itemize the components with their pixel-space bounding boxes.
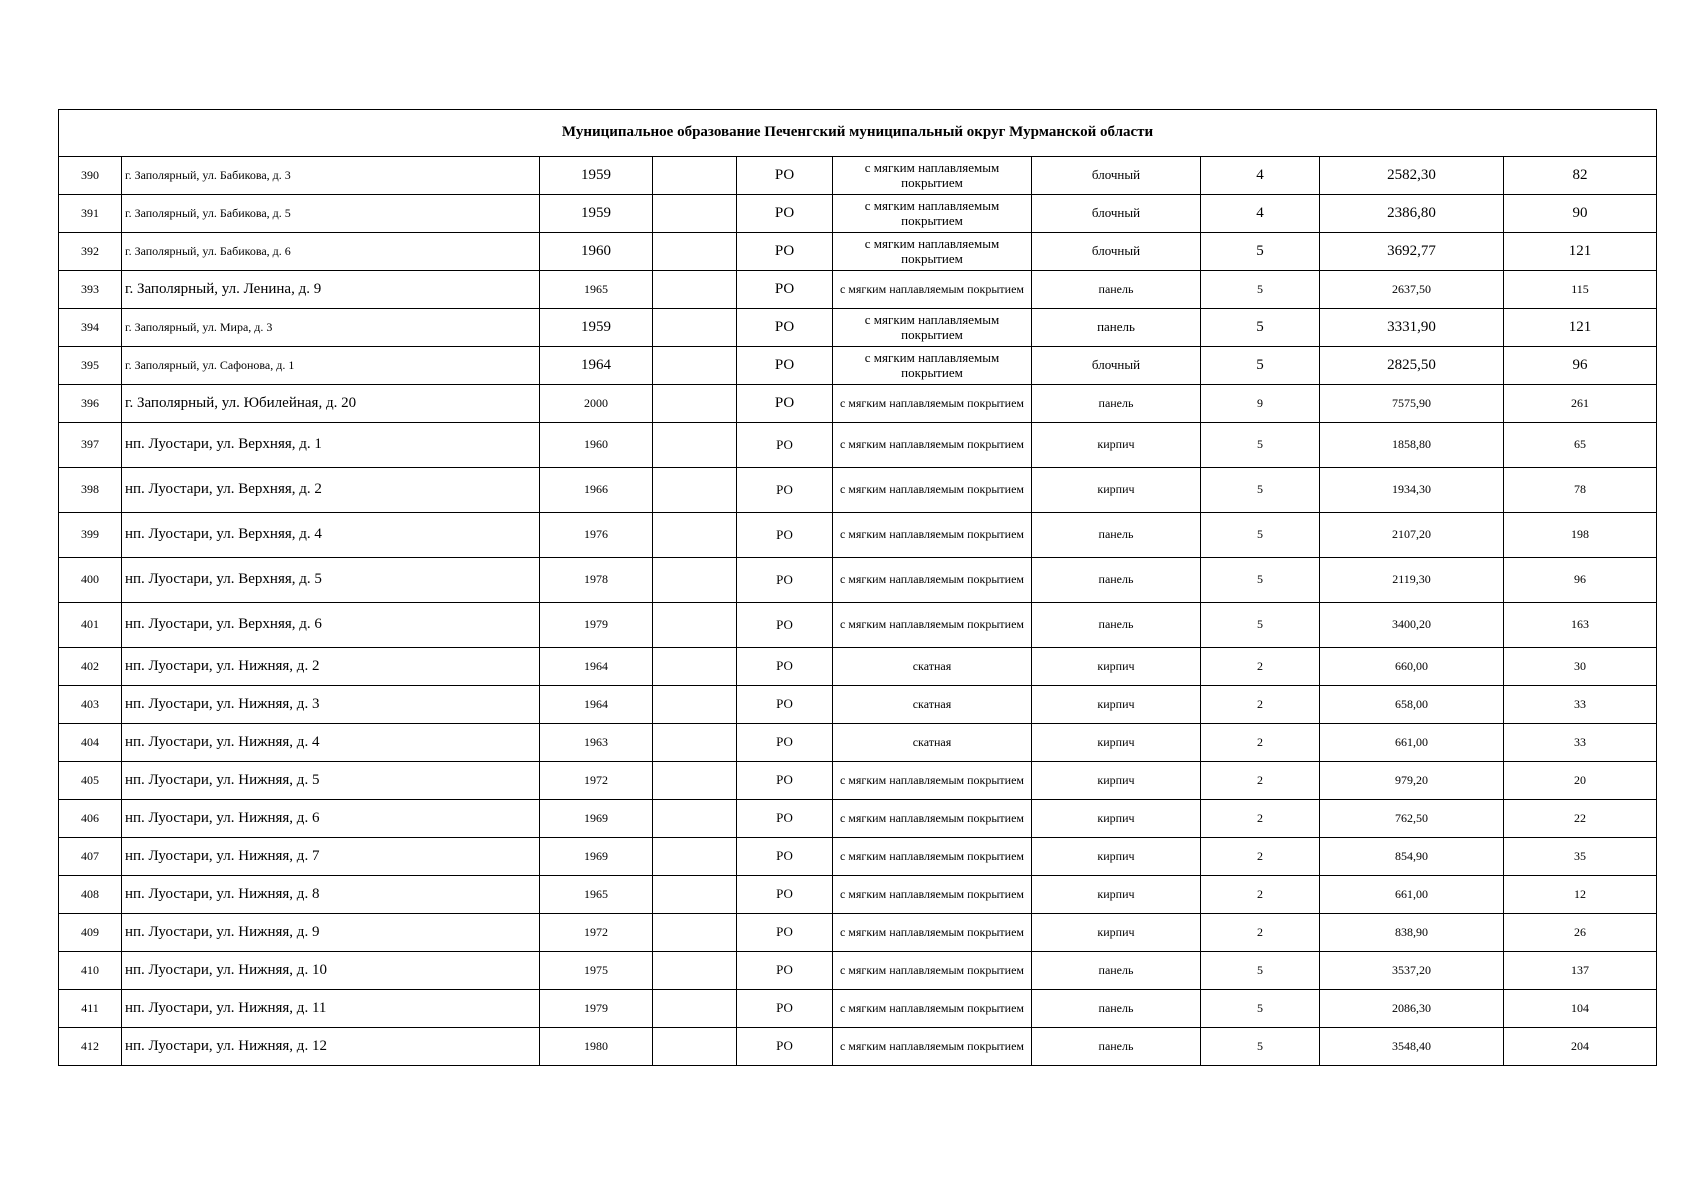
area-cell: 3692,77: [1320, 233, 1504, 271]
year-cell: 1979: [540, 603, 653, 648]
roof-type-cell: с мягким наплавляемым покрытием: [833, 423, 1032, 468]
row-number-cell: 406: [59, 800, 122, 838]
empty-cell: [653, 800, 737, 838]
address-cell: г. Заполярный, ул. Бабикова, д. 5: [122, 195, 540, 233]
floors-cell: 2: [1201, 876, 1320, 914]
wall-material-cell: кирпич: [1032, 686, 1201, 724]
floors-cell: 5: [1201, 513, 1320, 558]
wall-material-cell: панель: [1032, 385, 1201, 423]
row-number-cell: 393: [59, 271, 122, 309]
row-number-cell: 398: [59, 468, 122, 513]
area-cell: 2086,30: [1320, 990, 1504, 1028]
roof-type-cell: с мягким наплавляемым покрытием: [833, 800, 1032, 838]
fund-type-cell: РО: [737, 952, 833, 990]
wall-material-cell: панель: [1032, 990, 1201, 1028]
empty-cell: [653, 724, 737, 762]
residents-cell: 121: [1504, 233, 1657, 271]
roof-type-cell: с мягким наплавляемым покрытием: [833, 309, 1032, 347]
empty-cell: [653, 423, 737, 468]
fund-type-cell: РО: [737, 195, 833, 233]
residents-cell: 163: [1504, 603, 1657, 648]
residents-cell: 96: [1504, 347, 1657, 385]
row-number-cell: 408: [59, 876, 122, 914]
roof-type-cell: с мягким наплавляемым покрытием: [833, 195, 1032, 233]
roof-type-cell: с мягким наплавляемым покрытием: [833, 952, 1032, 990]
address-cell: нп. Луостари, ул. Верхняя, д. 1: [122, 423, 540, 468]
table-row: [59, 157, 1657, 195]
table-row: [59, 838, 1657, 876]
fund-type-cell: РО: [737, 838, 833, 876]
roof-type-cell: с мягким наплавляемым покрытием: [833, 468, 1032, 513]
residents-cell: 90: [1504, 195, 1657, 233]
residents-cell: 30: [1504, 648, 1657, 686]
residents-cell: 121: [1504, 309, 1657, 347]
empty-cell: [653, 952, 737, 990]
floors-cell: 2: [1201, 800, 1320, 838]
table-row: [59, 762, 1657, 800]
area-cell: 658,00: [1320, 686, 1504, 724]
roof-type-cell: с мягким наплавляемым покрытием: [833, 558, 1032, 603]
floors-cell: 5: [1201, 990, 1320, 1028]
area-cell: 2637,50: [1320, 271, 1504, 309]
fund-type-cell: РО: [737, 271, 833, 309]
year-cell: 1964: [540, 347, 653, 385]
table-row: [59, 603, 1657, 648]
area-cell: 979,20: [1320, 762, 1504, 800]
address-cell: нп. Луостари, ул. Нижняя, д. 4: [122, 724, 540, 762]
area-cell: 2386,80: [1320, 195, 1504, 233]
table-row: [59, 385, 1657, 423]
fund-type-cell: РО: [737, 157, 833, 195]
address-cell: нп. Луостари, ул. Нижняя, д. 12: [122, 1028, 540, 1066]
table-row: [59, 513, 1657, 558]
floors-cell: 5: [1201, 271, 1320, 309]
wall-material-cell: кирпич: [1032, 838, 1201, 876]
row-number-cell: 396: [59, 385, 122, 423]
area-cell: 2107,20: [1320, 513, 1504, 558]
year-cell: 1965: [540, 876, 653, 914]
table-row: [59, 914, 1657, 952]
roof-type-cell: с мягким наплавляемым покрытием: [833, 157, 1032, 195]
empty-cell: [653, 513, 737, 558]
roof-type-cell: с мягким наплавляемым покрытием: [833, 385, 1032, 423]
fund-type-cell: РО: [737, 233, 833, 271]
table-row: [59, 468, 1657, 513]
residents-cell: 115: [1504, 271, 1657, 309]
empty-cell: [653, 686, 737, 724]
fund-type-cell: РО: [737, 385, 833, 423]
table-row: [59, 309, 1657, 347]
empty-cell: [653, 195, 737, 233]
row-number-cell: 412: [59, 1028, 122, 1066]
floors-cell: 2: [1201, 838, 1320, 876]
table-row: [59, 558, 1657, 603]
residents-cell: 12: [1504, 876, 1657, 914]
wall-material-cell: панель: [1032, 558, 1201, 603]
residents-cell: 26: [1504, 914, 1657, 952]
fund-type-cell: РО: [737, 603, 833, 648]
housing-table: [58, 109, 1657, 1066]
row-number-cell: 392: [59, 233, 122, 271]
year-cell: 1969: [540, 800, 653, 838]
row-number-cell: 405: [59, 762, 122, 800]
row-number-cell: 407: [59, 838, 122, 876]
wall-material-cell: кирпич: [1032, 876, 1201, 914]
floors-cell: 4: [1201, 195, 1320, 233]
area-cell: 2825,50: [1320, 347, 1504, 385]
fund-type-cell: РО: [737, 686, 833, 724]
wall-material-cell: блочный: [1032, 347, 1201, 385]
address-cell: нп. Луостари, ул. Верхняя, д. 4: [122, 513, 540, 558]
fund-type-cell: РО: [737, 347, 833, 385]
area-cell: 3537,20: [1320, 952, 1504, 990]
table-row: [59, 876, 1657, 914]
table-row: [59, 347, 1657, 385]
year-cell: 1980: [540, 1028, 653, 1066]
table-row: [59, 1028, 1657, 1066]
area-cell: 838,90: [1320, 914, 1504, 952]
fund-type-cell: РО: [737, 876, 833, 914]
roof-type-cell: с мягким наплавляемым покрытием: [833, 1028, 1032, 1066]
wall-material-cell: блочный: [1032, 233, 1201, 271]
row-number-cell: 397: [59, 423, 122, 468]
fund-type-cell: РО: [737, 648, 833, 686]
empty-cell: [653, 271, 737, 309]
wall-material-cell: кирпич: [1032, 468, 1201, 513]
area-cell: 661,00: [1320, 724, 1504, 762]
wall-material-cell: кирпич: [1032, 724, 1201, 762]
floors-cell: 5: [1201, 233, 1320, 271]
row-number-cell: 403: [59, 686, 122, 724]
wall-material-cell: кирпич: [1032, 914, 1201, 952]
table-row: [59, 952, 1657, 990]
residents-cell: 82: [1504, 157, 1657, 195]
residents-cell: 65: [1504, 423, 1657, 468]
floors-cell: 4: [1201, 157, 1320, 195]
fund-type-cell: РО: [737, 468, 833, 513]
roof-type-cell: с мягким наплавляемым покрытием: [833, 838, 1032, 876]
fund-type-cell: РО: [737, 423, 833, 468]
floors-cell: 5: [1201, 347, 1320, 385]
floors-cell: 5: [1201, 468, 1320, 513]
area-cell: 2119,30: [1320, 558, 1504, 603]
floors-cell: 2: [1201, 762, 1320, 800]
row-number-cell: 404: [59, 724, 122, 762]
year-cell: 1960: [540, 233, 653, 271]
fund-type-cell: РО: [737, 513, 833, 558]
empty-cell: [653, 385, 737, 423]
fund-type-cell: РО: [737, 914, 833, 952]
floors-cell: 2: [1201, 724, 1320, 762]
table-row: [59, 195, 1657, 233]
address-cell: г. Заполярный, ул. Мира, д. 3: [122, 309, 540, 347]
roof-type-cell: с мягким наплавляемым покрытием: [833, 914, 1032, 952]
address-cell: г. Заполярный, ул. Сафонова, д. 1: [122, 347, 540, 385]
empty-cell: [653, 157, 737, 195]
residents-cell: 33: [1504, 686, 1657, 724]
wall-material-cell: панель: [1032, 309, 1201, 347]
area-cell: 1858,80: [1320, 423, 1504, 468]
floors-cell: 2: [1201, 648, 1320, 686]
residents-cell: 261: [1504, 385, 1657, 423]
empty-cell: [653, 603, 737, 648]
table-row: [59, 423, 1657, 468]
floors-cell: 5: [1201, 423, 1320, 468]
wall-material-cell: кирпич: [1032, 762, 1201, 800]
roof-type-cell: с мягким наплавляемым покрытием: [833, 990, 1032, 1028]
wall-material-cell: кирпич: [1032, 800, 1201, 838]
empty-cell: [653, 648, 737, 686]
empty-cell: [653, 558, 737, 603]
table-row: [59, 686, 1657, 724]
address-cell: г. Заполярный, ул. Юбилейная, д. 20: [122, 385, 540, 423]
empty-cell: [653, 233, 737, 271]
fund-type-cell: РО: [737, 1028, 833, 1066]
empty-cell: [653, 990, 737, 1028]
address-cell: нп. Луостари, ул. Верхняя, д. 2: [122, 468, 540, 513]
year-cell: 1959: [540, 157, 653, 195]
row-number-cell: 402: [59, 648, 122, 686]
year-cell: 1976: [540, 513, 653, 558]
area-cell: 3331,90: [1320, 309, 1504, 347]
row-number-cell: 400: [59, 558, 122, 603]
residents-cell: 35: [1504, 838, 1657, 876]
year-cell: 1969: [540, 838, 653, 876]
wall-material-cell: блочный: [1032, 157, 1201, 195]
address-cell: нп. Луостари, ул. Верхняя, д. 5: [122, 558, 540, 603]
year-cell: 1964: [540, 648, 653, 686]
floors-cell: 2: [1201, 686, 1320, 724]
row-number-cell: 399: [59, 513, 122, 558]
empty-cell: [653, 762, 737, 800]
residents-cell: 137: [1504, 952, 1657, 990]
fund-type-cell: РО: [737, 800, 833, 838]
table-row: [59, 990, 1657, 1028]
row-number-cell: 409: [59, 914, 122, 952]
residents-cell: 198: [1504, 513, 1657, 558]
year-cell: 1966: [540, 468, 653, 513]
residents-cell: 104: [1504, 990, 1657, 1028]
roof-type-cell: скатная: [833, 724, 1032, 762]
residents-cell: 22: [1504, 800, 1657, 838]
year-cell: 1965: [540, 271, 653, 309]
area-cell: 1934,30: [1320, 468, 1504, 513]
wall-material-cell: блочный: [1032, 195, 1201, 233]
address-cell: нп. Луостари, ул. Нижняя, д. 11: [122, 990, 540, 1028]
address-cell: нп. Луостари, ул. Нижняя, д. 3: [122, 686, 540, 724]
table-row: [59, 648, 1657, 686]
area-cell: 762,50: [1320, 800, 1504, 838]
empty-cell: [653, 1028, 737, 1066]
floors-cell: 5: [1201, 309, 1320, 347]
row-number-cell: 410: [59, 952, 122, 990]
row-number-cell: 401: [59, 603, 122, 648]
roof-type-cell: с мягким наплавляемым покрытием: [833, 271, 1032, 309]
fund-type-cell: РО: [737, 724, 833, 762]
year-cell: 1972: [540, 914, 653, 952]
wall-material-cell: кирпич: [1032, 648, 1201, 686]
row-number-cell: 395: [59, 347, 122, 385]
roof-type-cell: скатная: [833, 648, 1032, 686]
empty-cell: [653, 914, 737, 952]
year-cell: 2000: [540, 385, 653, 423]
wall-material-cell: панель: [1032, 1028, 1201, 1066]
roof-type-cell: с мягким наплавляемым покрытием: [833, 762, 1032, 800]
address-cell: нп. Луостари, ул. Нижняя, д. 2: [122, 648, 540, 686]
empty-cell: [653, 347, 737, 385]
residents-cell: 78: [1504, 468, 1657, 513]
residents-cell: 204: [1504, 1028, 1657, 1066]
fund-type-cell: РО: [737, 990, 833, 1028]
address-cell: нп. Луостари, ул. Нижняя, д. 7: [122, 838, 540, 876]
residents-cell: 20: [1504, 762, 1657, 800]
area-cell: 3548,40: [1320, 1028, 1504, 1066]
empty-cell: [653, 876, 737, 914]
address-cell: нп. Луостари, ул. Нижняя, д. 8: [122, 876, 540, 914]
area-cell: 2582,30: [1320, 157, 1504, 195]
empty-cell: [653, 468, 737, 513]
address-cell: нп. Луостари, ул. Нижняя, д. 6: [122, 800, 540, 838]
area-cell: 660,00: [1320, 648, 1504, 686]
floors-cell: 5: [1201, 1028, 1320, 1066]
floors-cell: 2: [1201, 914, 1320, 952]
year-cell: 1979: [540, 990, 653, 1028]
area-cell: 3400,20: [1320, 603, 1504, 648]
fund-type-cell: РО: [737, 558, 833, 603]
table-row: [59, 271, 1657, 309]
address-cell: нп. Луостари, ул. Нижняя, д. 9: [122, 914, 540, 952]
title-row: [59, 110, 1657, 157]
roof-type-cell: скатная: [833, 686, 1032, 724]
roof-type-cell: с мягким наплавляемым покрытием: [833, 233, 1032, 271]
table-title: Муниципальное образование Печенгский муниципальный округ Мурманской области: [59, 110, 1657, 157]
wall-material-cell: панель: [1032, 952, 1201, 990]
residents-cell: 33: [1504, 724, 1657, 762]
floors-cell: 5: [1201, 603, 1320, 648]
empty-cell: [653, 309, 737, 347]
wall-material-cell: панель: [1032, 603, 1201, 648]
year-cell: 1963: [540, 724, 653, 762]
roof-type-cell: с мягким наплавляемым покрытием: [833, 876, 1032, 914]
area-cell: 7575,90: [1320, 385, 1504, 423]
floors-cell: 9: [1201, 385, 1320, 423]
roof-type-cell: с мягким наплавляемым покрытием: [833, 347, 1032, 385]
area-cell: 854,90: [1320, 838, 1504, 876]
address-cell: нп. Луостари, ул. Нижняя, д. 5: [122, 762, 540, 800]
wall-material-cell: панель: [1032, 271, 1201, 309]
row-number-cell: 390: [59, 157, 122, 195]
wall-material-cell: кирпич: [1032, 423, 1201, 468]
area-cell: 661,00: [1320, 876, 1504, 914]
year-cell: 1959: [540, 195, 653, 233]
table-row: [59, 724, 1657, 762]
empty-cell: [653, 838, 737, 876]
year-cell: 1978: [540, 558, 653, 603]
floors-cell: 5: [1201, 952, 1320, 990]
year-cell: 1975: [540, 952, 653, 990]
row-number-cell: 391: [59, 195, 122, 233]
row-number-cell: 394: [59, 309, 122, 347]
address-cell: нп. Луостари, ул. Верхняя, д. 6: [122, 603, 540, 648]
address-cell: нп. Луостари, ул. Нижняя, д. 10: [122, 952, 540, 990]
year-cell: 1960: [540, 423, 653, 468]
fund-type-cell: РО: [737, 309, 833, 347]
address-cell: г. Заполярный, ул. Бабикова, д. 6: [122, 233, 540, 271]
address-cell: г. Заполярный, ул. Ленина, д. 9: [122, 271, 540, 309]
fund-type-cell: РО: [737, 762, 833, 800]
wall-material-cell: панель: [1032, 513, 1201, 558]
year-cell: 1959: [540, 309, 653, 347]
table-row: [59, 233, 1657, 271]
roof-type-cell: с мягким наплавляемым покрытием: [833, 603, 1032, 648]
row-number-cell: 411: [59, 990, 122, 1028]
table-row: [59, 800, 1657, 838]
year-cell: 1972: [540, 762, 653, 800]
roof-type-cell: с мягким наплавляемым покрытием: [833, 513, 1032, 558]
residents-cell: 96: [1504, 558, 1657, 603]
floors-cell: 5: [1201, 558, 1320, 603]
address-cell: г. Заполярный, ул. Бабикова, д. 3: [122, 157, 540, 195]
year-cell: 1964: [540, 686, 653, 724]
